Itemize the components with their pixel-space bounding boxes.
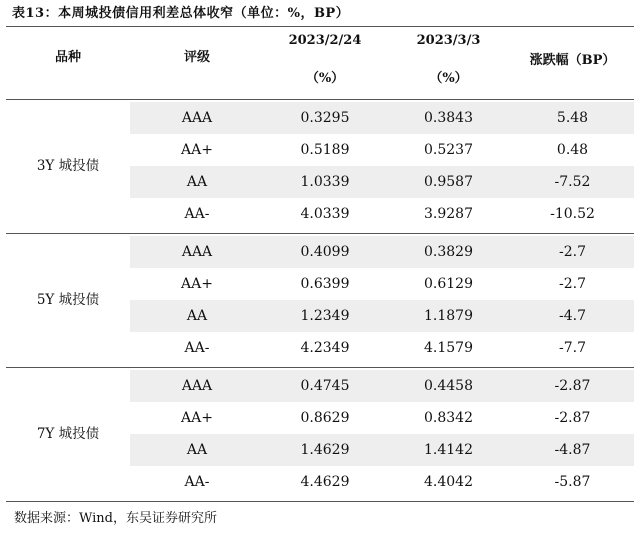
cell-rating: AA- <box>184 340 210 356</box>
cell-date2: 0.3843 <box>424 110 473 126</box>
cell-date2: 1.1879 <box>424 308 473 324</box>
cell-rating: AAA <box>181 244 213 260</box>
header-date1-unit: （%） <box>305 71 345 86</box>
header-date1: 2023/2/24 <box>288 33 362 48</box>
table-row <box>130 370 634 402</box>
bottom-rule <box>6 501 634 502</box>
cell-date2: 0.9587 <box>424 174 473 190</box>
cell-date1: 1.4629 <box>300 442 350 458</box>
cell-change: -2.87 <box>554 410 591 426</box>
table-row <box>130 166 634 198</box>
cell-date2: 0.3829 <box>424 244 473 260</box>
cell-date1: 4.2349 <box>300 340 350 356</box>
table-row <box>130 236 634 268</box>
group-3y <box>6 100 634 232</box>
cell-date2: 4.4042 <box>424 474 473 490</box>
cell-date2: 0.6129 <box>424 276 473 292</box>
header-date2-unit: （%） <box>429 71 468 86</box>
table-row <box>130 402 634 434</box>
cell-change: -5.87 <box>554 474 591 490</box>
cell-change: -2.87 <box>554 378 591 394</box>
cell-date2: 3.9287 <box>424 206 473 222</box>
cell-change: -2.7 <box>559 276 586 292</box>
header-date2: 2023/3/3 <box>416 33 481 48</box>
cell-change: -2.7 <box>559 244 586 260</box>
cell-change: 0.48 <box>556 142 589 158</box>
cell-date2: 0.8342 <box>424 410 473 426</box>
cell-rating: AA- <box>184 474 210 490</box>
table-row <box>130 332 634 364</box>
cell-rating: AA+ <box>181 276 213 292</box>
table-row <box>130 434 634 466</box>
header-change: 涨跌幅（BP） <box>529 53 616 68</box>
cell-date2: 1.4142 <box>424 442 473 458</box>
cell-rating: AA <box>186 442 208 458</box>
header-variety: 品种 <box>54 50 81 65</box>
cell-change: -7.52 <box>554 174 591 190</box>
cell-date1: 1.0339 <box>300 174 350 190</box>
cell-rating: AA <box>186 308 208 324</box>
header-rating: 评级 <box>183 50 210 65</box>
cell-date2: 4.1579 <box>424 340 473 356</box>
table-caption: 表13：本周城投债信用利差总体收窄（单位：%，BP） <box>12 6 350 21</box>
top-rule <box>6 26 634 27</box>
table-row <box>130 102 634 134</box>
group-5y <box>6 234 634 366</box>
group-7y <box>6 368 634 500</box>
cell-date1: 4.0339 <box>300 206 350 222</box>
group-name: 3Y 城投债 <box>36 158 100 174</box>
table-row <box>130 466 634 498</box>
group-name: 5Y 城投债 <box>36 292 100 308</box>
cell-change: -4.87 <box>554 442 591 458</box>
group-name: 7Y 城投债 <box>36 426 100 442</box>
cell-rating: AA+ <box>181 142 213 158</box>
cell-rating: AA- <box>184 206 210 222</box>
table-row <box>130 268 634 300</box>
cell-rating: AA+ <box>181 410 213 426</box>
cell-rating: AA <box>186 174 208 190</box>
cell-change: -4.7 <box>559 308 586 324</box>
cell-change: -7.7 <box>559 340 586 356</box>
cell-rating: AAA <box>181 110 213 126</box>
cell-change: 5.48 <box>556 110 589 126</box>
cell-date1: 0.8629 <box>300 410 350 426</box>
cell-change: -10.52 <box>550 206 595 222</box>
table-row <box>130 134 634 166</box>
table-row <box>130 300 634 332</box>
cell-date1: 0.6399 <box>300 276 350 292</box>
cell-date1: 0.4745 <box>300 378 350 394</box>
cell-date2: 0.5237 <box>424 142 473 158</box>
cell-date1: 1.2349 <box>300 308 350 324</box>
cell-date1: 0.5189 <box>300 142 350 158</box>
data-source-note: 数据来源：Wind，东吴证券研究所 <box>14 511 217 526</box>
cell-date1: 0.4099 <box>300 244 350 260</box>
cell-date2: 0.4458 <box>424 378 473 394</box>
cell-rating: AAA <box>181 378 213 394</box>
cell-date1: 0.3295 <box>300 110 350 126</box>
cell-date1: 4.4629 <box>300 474 350 490</box>
table-row <box>130 198 634 230</box>
